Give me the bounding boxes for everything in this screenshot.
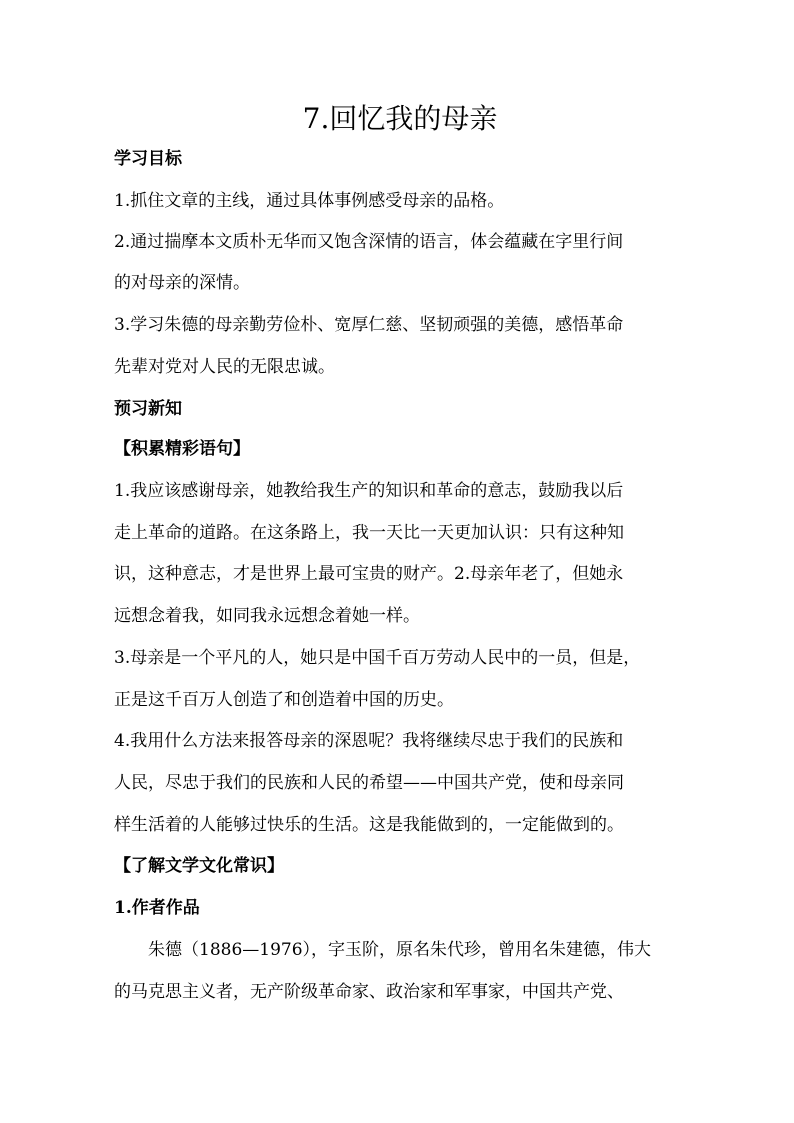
- quote-line: 3.母亲是一个平凡的人，她只是中国千百万劳动人民中的一员，但是，: [114, 648, 641, 668]
- author-text-line: 的马克思主义者，无产阶级革命家、政治家和军事家，中国共产党、: [114, 982, 624, 1002]
- quote-line: 样生活着的人能够过快乐的生活。这是我能做到的，一定能做到的。: [114, 815, 624, 835]
- subheading-quotes: 【积累精彩语句】: [114, 439, 250, 459]
- goal-line: 的对母亲的深情。: [114, 273, 250, 293]
- quote-line: 远想念着我，如同我永远想念着她一样。: [114, 606, 420, 626]
- quote-line: 正是这千百万人创造了和创造着中国的历史。: [114, 690, 454, 710]
- section-heading-preview: 预习新知: [114, 399, 182, 419]
- quote-line: 1.我应该感谢母亲，她教给我生产的知识和革命的意志，鼓励我以后: [114, 481, 624, 501]
- goal-line: 先辈对党对人民的无限忠诚。: [114, 357, 335, 377]
- goal-line: 2.通过揣摩本文质朴无华而又饱含深情的语言，体会蕴藏在字里行间: [114, 232, 624, 252]
- quote-line: 走上革命的道路。在这条路上，我一天比一天更加认识：只有这种知: [114, 523, 624, 543]
- section-heading-goals: 学习目标: [114, 149, 182, 169]
- quote-line: 识，这种意志，才是世界上最可宝贵的财产。2.母亲年老了，但她永: [114, 564, 624, 584]
- quote-line: 4.我用什么方法来报答母亲的深恩呢？我将继续尽忠于我们的民族和: [114, 731, 624, 751]
- author-text-line: 朱德（1886—1976），字玉阶，原名朱代珍，曾用名朱建德，伟大: [148, 940, 652, 960]
- quote-line: 人民，尽忠于我们的民族和人民的希望——中国共产党，使和母亲同: [114, 773, 624, 793]
- page-title: 7.回忆我的母亲: [302, 102, 498, 135]
- subheading-knowledge: 【了解文学文化常识】: [114, 856, 284, 876]
- subheading-author: 1.作者作品: [114, 898, 200, 918]
- goal-line: 1.抓住文章的主线，通过具体事例感受母亲的品格。: [114, 191, 505, 211]
- goal-line: 3.学习朱德的母亲勤劳俭朴、宽厚仁慈、坚韧顽强的美德，感悟革命: [114, 315, 624, 335]
